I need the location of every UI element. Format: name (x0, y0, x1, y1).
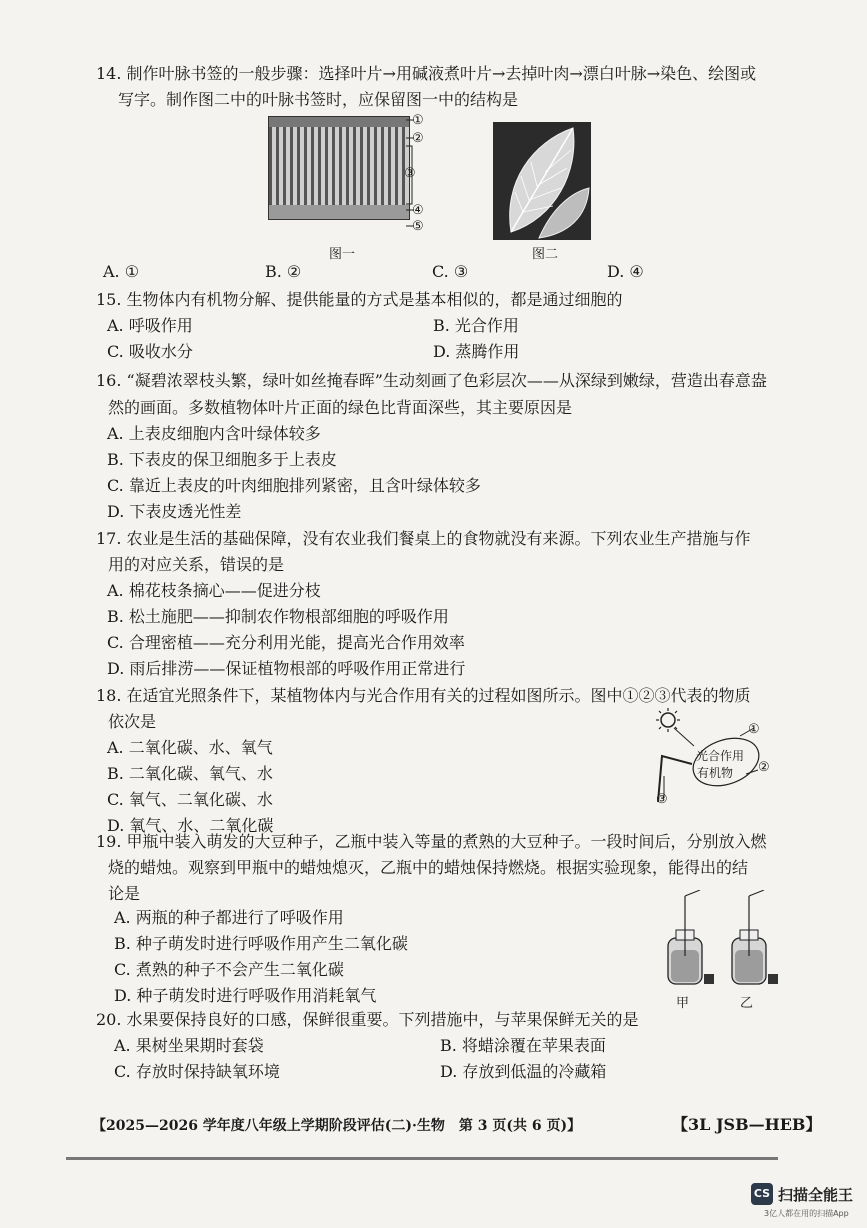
q19-option-a: A. 两瓶的种子都进行了呼吸作用 (114, 908, 344, 927)
q14-option-a: A. ① (103, 262, 140, 281)
q17-stem-line1: 17. 农业是生活的基础保障，没有农业我们餐桌上的食物就没有来源。下列农业生产措施与作 (96, 529, 751, 548)
fig2-caption: 图二 (532, 247, 559, 262)
jar-yi (732, 890, 778, 984)
q18-option-a: A. 二氧化碳、水、氧气 (107, 738, 273, 757)
jar-jia-label: 甲 (676, 996, 690, 1011)
q20-option-a: A. 果树坐果期时套袋 (114, 1036, 264, 1055)
jar-yi-label: 乙 (740, 996, 754, 1011)
scanner-tagline: 3亿人都在用的扫描App (764, 1209, 849, 1218)
fig1-mark-5: ⑤ (412, 219, 424, 234)
q14-option-d: D. ④ (607, 262, 644, 281)
q19-option-b: B. 种子萌发时进行呼吸作用产生二氧化碳 (114, 934, 408, 953)
q19-option-c: C. 煮熟的种子不会产生二氧化碳 (114, 960, 344, 979)
diagram-mark-2: ② (758, 760, 770, 775)
q18-stem-line2: 依次是 (108, 712, 157, 731)
q16-option-c: C. 靠近上表皮的叶肉细胞排列紧密，且含叶绿体较多 (107, 476, 481, 495)
fig1-mark-4: ④ (412, 203, 424, 218)
q20-option-b: B. 将蜡涂覆在苹果表面 (440, 1036, 606, 1055)
q19-stem-line3: 论是 (108, 884, 141, 903)
jar-jia (668, 890, 714, 984)
q15-stem: 15. 生物体内有机物分解、提供能量的方式是基本相似的，都是通过细胞的 (96, 290, 623, 309)
q16-stem-line1: 16. “凝碧浓翠枝头繁，绿叶如丝掩春晖”生动刻画了色彩层次——从深绿到嫩绿，营造出春意盎 (96, 371, 767, 390)
q17-option-d: D. 雨后排涝——保证植物根部的呼吸作用正常进行 (107, 659, 466, 678)
q18-option-d: D. 氧气、水、二氧化碳 (107, 816, 274, 835)
diagram-mark-3: ③ (656, 792, 668, 807)
q17-option-c: C. 合理密植——充分利用光能，提高光合作用效率 (107, 633, 465, 652)
photosynthesis-label: 光合作用 (696, 749, 745, 763)
fig1-caption: 图一 (329, 247, 356, 262)
page-footer-info: 【2025—2026 学年度八年级上学期阶段评估(二)·生物 第 3 页(共 6 页)】 (92, 1118, 582, 1134)
q18-option-c: C. 氧气、二氧化碳、水 (107, 790, 273, 809)
organic-matter-label: 有机物 (697, 766, 734, 780)
q20-option-c: C. 存放时保持缺氧环境 (114, 1062, 280, 1081)
exam-code: 【3L JSB—HEB】 (672, 1115, 822, 1134)
q20-option-d: D. 存放到低温的冷藏箱 (440, 1062, 607, 1081)
leaf-vein-bookmark-image (493, 122, 591, 240)
q18-option-b: B. 二氧化碳、氧气、水 (107, 764, 273, 783)
q17-option-b: B. 松土施肥——抑制农作物根部细胞的呼吸作用 (107, 607, 449, 626)
diagram-mark-1: ① (748, 722, 760, 737)
q16-stem-line2: 然的画面。多数植物体叶片正面的绿色比背面深些，其主要原因是 (108, 398, 573, 417)
q15-option-b: B. 光合作用 (433, 316, 519, 335)
q15-option-a: A. 呼吸作用 (107, 316, 193, 335)
fig1-mark-3: ③ (404, 166, 416, 181)
footer-divider (66, 1157, 778, 1160)
q16-option-a: A. 上表皮细胞内含叶绿体较多 (107, 424, 321, 443)
q16-option-b: B. 下表皮的保卫细胞多于上表皮 (107, 450, 337, 469)
camscanner-logo-icon: CS (751, 1183, 773, 1205)
q20-stem: 20. 水果要保持良好的口感，保鲜很重要。下列措施中，与苹果保鲜无关的是 (96, 1010, 639, 1029)
q16-option-d: D. 下表皮透光性差 (107, 502, 242, 521)
q14-option-b: B. ② (265, 262, 302, 281)
q17-stem-line2: 用的对应关系，错误的是 (108, 555, 285, 574)
q19-stem-line1: 19. 甲瓶中装入萌发的大豆种子，乙瓶中装入等量的煮熟的大豆种子。一段时间后，分别放入燃 (96, 832, 767, 851)
fig1-mark-1: ① (412, 113, 424, 128)
fig1-mark-2: ② (412, 131, 424, 146)
seed-jars-diagram (656, 890, 786, 992)
q19-option-d: D. 种子萌发时进行呼吸作用消耗氧气 (114, 986, 377, 1005)
leaf-cross-section-figure (268, 116, 410, 220)
q14-stem-line2: 写字。制作图二中的叶脉书签时，应保留图一中的结构是 (118, 90, 519, 109)
q15-option-d: D. 蒸腾作用 (433, 342, 520, 361)
scanner-app-name: 扫描全能王 (778, 1186, 854, 1204)
q19-stem-line2: 烧的蜡烛。观察到甲瓶中的蜡烛熄灭，乙瓶中的蜡烛保持燃烧。根据实验现象，能得出的结 (108, 858, 749, 877)
sun-icon (656, 708, 680, 732)
q15-option-c: C. 吸收水分 (107, 342, 193, 361)
q17-option-a: A. 棉花枝条摘心——促进分枝 (107, 581, 321, 600)
q14-option-c: C. ③ (432, 262, 469, 281)
q14-stem-line1: 14. 制作叶脉书签的一般步骤：选择叶片→用碱液煮叶片→去掉叶肉→漂白叶脉→染色、绘图或 (96, 64, 757, 83)
q18-stem-line1: 18. 在适宜光照条件下，某植物体内与光合作用有关的过程如图所示。图中①②③代表的物质 (96, 686, 751, 705)
